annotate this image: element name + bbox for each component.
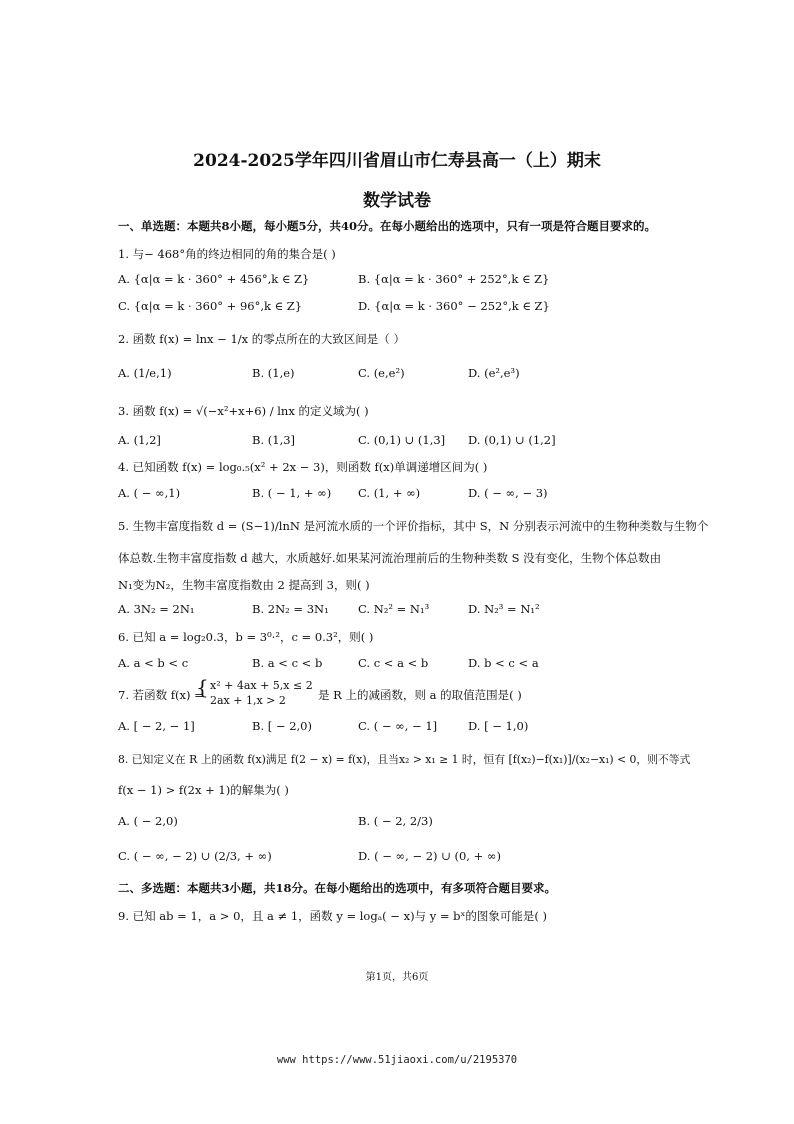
question-5-line-1: 5. 生物丰富度指数 d = (S−1)/lnN 是河流水质的一个评价指标，其中 S，N 分别表示河流中的生物种类数与生物个 [118, 519, 709, 533]
q8-option-b: B. ( − 2, 2/3) [358, 814, 433, 828]
q3-option-d: D. (0,1) ∪ (1,2] [468, 433, 556, 447]
q4-option-d: D. ( − ∞, − 3) [468, 486, 548, 500]
q8-option-d: D. ( − ∞, − 2) ∪ (0, + ∞) [358, 849, 501, 863]
q4-option-b: B. ( − 1, + ∞) [252, 486, 332, 500]
q3-option-a: A. (1,2] [118, 433, 161, 447]
page-footer: 第1页，共6页 [365, 972, 429, 983]
q7-option-d: D. [ − 1,0) [468, 719, 529, 733]
watermark-url: www https://www.51jiaoxi.com/u/2195370 [276, 1054, 518, 1066]
section-single-choice: 一、单选题：本题共8小题，每小题5分，共40分。在每小题给出的选项中，只有一项是符合题目要求的。 [118, 219, 657, 233]
question-5-line-3: N₁变为N₂，生物丰富度指数由 2 提高到 3，则( ) [118, 578, 370, 592]
q6-option-d: D. b < c < a [468, 656, 539, 670]
question-3: 3. 函数 f(x) = √(−x²+x+6) / lnx 的定义域为( ) [118, 404, 369, 418]
q1-option-b: B. {α|α = k · 360° + 252°,k ∈ Z} [358, 272, 550, 286]
question-4: 4. 已知函数 f(x) = log₀.₅(x² + 2x − 3)，则函数 f(x)单调递增区间为( ) [118, 460, 488, 474]
exam-subtitle: 数学试卷 [363, 191, 431, 211]
q5-option-d: D. N₂³ = N₁² [468, 602, 540, 616]
q6-option-b: B. a < c < b [252, 656, 323, 670]
question-8-line-2: f(x − 1) > f(2x + 1)的解集为( ) [118, 783, 289, 797]
question-2: 2. 函数 f(x) = lnx − 1/x 的零点所在的大致区间是（ ） [118, 332, 405, 346]
question-7-suffix: 是 R 上的减函数，则 a 的取值范围是( ) [318, 688, 522, 702]
q2-option-d: D. (e²,e³) [468, 366, 520, 380]
q7-brace: { [196, 675, 209, 699]
q8-option-a: A. ( − 2,0) [118, 814, 178, 828]
q3-option-b: B. (1,3] [252, 433, 296, 447]
q7-option-c: C. ( − ∞, − 1] [358, 719, 438, 733]
q5-option-a: A. 3N₂ = 2N₁ [118, 602, 195, 616]
q5-option-b: B. 2N₂ = 3N₁ [252, 602, 329, 616]
q2-option-b: B. (1,e) [252, 366, 295, 380]
question-8-line-1: 8. 已知定义在 R 上的函数 f(x)满足 f(2 − x) = f(x)，且当x₂ > x₁ ≥ 1 时，恒有 [f(x₂)−f(x₁)]/(x₂−x₁) < 0，则不等式 [118, 753, 691, 766]
exam-title: 2024-2025学年四川省眉山市仁寿县高一（上）期末 [193, 151, 601, 171]
q6-option-a: A. a < b < c [118, 656, 189, 670]
q4-option-a: A. ( − ∞,1) [118, 486, 181, 500]
q7-option-a: A. [ − 2, − 1] [118, 719, 195, 733]
q5-option-c: C. N₂² = N₁³ [358, 602, 430, 616]
question-5-line-2: 体总数.生物丰富度指数 d 越大，水质越好.如果某河流治理前后的生物种类数 S 没有变化，生物个体总数由 [118, 551, 662, 565]
section-multiple-choice: 二、多选题：本题共3小题，共18分。在每小题给出的选项中，有多项符合题目要求。 [118, 881, 557, 895]
q6-option-c: C. c < a < b [358, 656, 429, 670]
question-6: 6. 已知 a = log₂0.3，b = 3⁰·²，c = 0.3²，则( ) [118, 630, 374, 644]
q1-option-d: D. {α|α = k · 360° − 252°,k ∈ Z} [358, 299, 550, 313]
q1-option-a: A. {α|α = k · 360° + 456°,k ∈ Z} [118, 272, 310, 286]
question-1: 1. 与− 468°角的终边相同的角的集合是( ) [118, 247, 336, 261]
q2-option-a: A. (1/e,1) [118, 366, 172, 380]
q7-option-b: B. [ − 2,0) [252, 719, 312, 733]
q1-option-c: C. {α|α = k · 360° + 96°,k ∈ Z} [118, 299, 303, 313]
q7-case-1: x² + 4ax + 5,x ≤ 2 [210, 679, 313, 692]
question-7-prefix: 7. 若函数 f(x) = [118, 688, 204, 702]
question-9: 9. 已知 ab = 1，a > 0，且 a ≠ 1，函数 y = logₐ( − x)与 y = bˣ的图象可能是( ) [118, 909, 548, 923]
q4-option-c: C. (1, + ∞) [358, 486, 421, 500]
q7-case-2: 2ax + 1,x > 2 [210, 694, 286, 707]
q2-option-c: C. (e,e²) [358, 366, 405, 380]
q3-option-c: C. (0,1) ∪ (1,3] [358, 433, 446, 447]
q8-option-c: C. ( − ∞, − 2) ∪ (2/3, + ∞) [118, 849, 272, 863]
